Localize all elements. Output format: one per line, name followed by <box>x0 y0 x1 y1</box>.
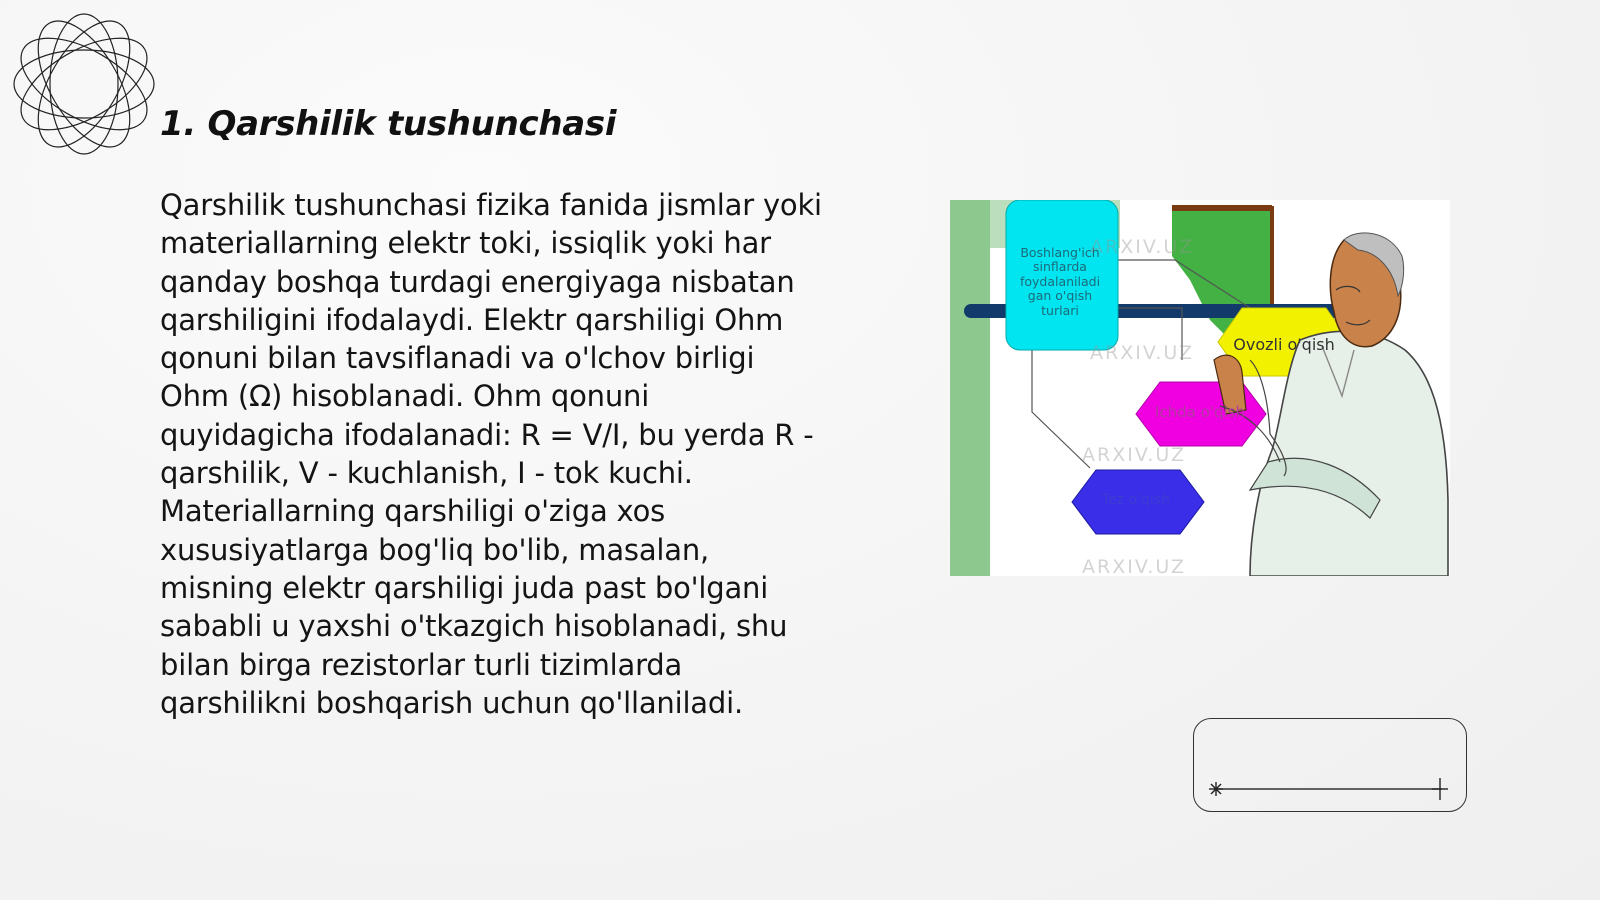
ovozli-label: Ovozli o'qish <box>1233 334 1335 354</box>
reading-types-diagram <box>950 200 1450 576</box>
decorative-frame <box>1193 718 1467 812</box>
tez-label: Tez o'qish <box>1102 491 1170 508</box>
orbit-rings-icon <box>10 10 158 158</box>
sparkle-icon <box>1209 782 1223 796</box>
watermark: ARXIV.UZ <box>1082 444 1186 466</box>
body-paragraph: Qarshilik tushunchasi fizika fanida jismlar yoki materiallarning elektr toki, issiqlik yoki har qanday boshqa turdagi energiyaga nisbatan qarshiligini ifodalaydi. Elektr qarshiligi Ohm qonuni bilan tavsiflanadi va o'lchov birligi Ohm (Ω) hisoblanadi. Ohm qonuni quyidagicha ifodalanadi: R = V/I, bu yerda R - qarshilik, V - kuchlanish, I - tok kuchi. Materiallarning qarshiligi o'ziga xos xususiyatlarga bog'liq bo'lib, masalan, misning elektr qarshiligi juda past bo'lgani sababli u yaxshi o'tkazgich hisoblanadi, shu bilan birga rezistorlar turli tizimlarda qarshilikni boshqarish uchun qo'llaniladi. <box>160 188 822 720</box>
slide-title: 1. Qarshilik tushunchasi <box>160 104 617 144</box>
green-side-bar <box>950 200 990 576</box>
watermark: ARXIV.UZ <box>1090 236 1194 258</box>
ichda-label: Ichda o'qish <box>1155 403 1245 422</box>
watermark: ARXIV.UZ <box>1090 342 1194 364</box>
watermark: ARXIV.UZ <box>1082 556 1186 576</box>
plus-star-icon <box>1432 778 1448 800</box>
box-label: Boshlang'ich sinflarda foydalaniladi gan o'qish turlari <box>1019 245 1101 318</box>
